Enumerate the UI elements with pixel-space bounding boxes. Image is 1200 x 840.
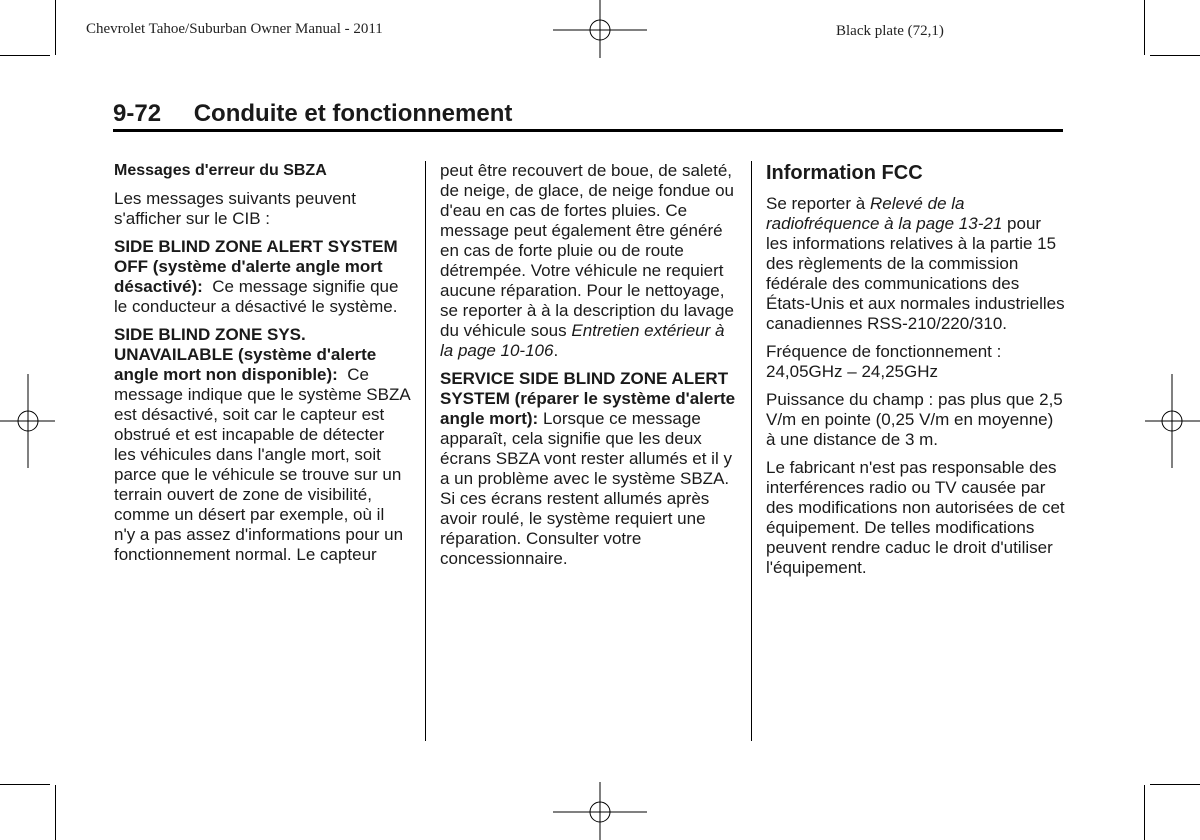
column-divider-1 [425, 161, 426, 741]
crop-mark-bottom-right-h [1150, 784, 1200, 785]
registration-mark-left [0, 374, 60, 468]
section-heading: Information FCC [766, 162, 923, 184]
paragraph-text: Se reporter à [766, 194, 866, 213]
punctuation: . [553, 341, 559, 360]
fcc-paragraph-2: Fréquence de fonctionnement : 24,05GHz – 24,25GHz [766, 342, 1002, 381]
message-entry-3 [440, 369, 736, 569]
message-description: Lorsque ce message apparaît, cela signifie que les deux écrans SBZA vont rester allumés et il y a un problème avec le système SBZA. Si ces écrans restent allumés après avoir roulé, le système requiert une réparation. Consulter votre concessionnaire. [440, 409, 732, 568]
fcc-paragraph-3: Puissance du champ : pas plus que 2,5 V/m en pointe (0,25 V/m en moyenne) à une distance de 3 m. [766, 390, 1063, 449]
page-title [113, 100, 512, 128]
section-title: Conduite et fonctionnement [193, 100, 513, 127]
intro-paragraph: Les messages suivants peuvent s'afficher sur le CIB : [114, 189, 356, 228]
message-label: SIDE BLIND ZONE SYS. UNAVAILABLE (système d'alerte angle mort non disponible): [114, 325, 377, 384]
column-divider-2 [751, 161, 752, 741]
page-number: 9-72 [113, 100, 162, 127]
fcc-paragraph-1 [766, 194, 1066, 334]
crop-mark-top-left-v [55, 0, 56, 55]
paragraph-text: pour les informations relatives à la partie 15 des règlements de la commission fédérale des communications des États-Unis et aux normales industrielles canadiennes RSS-210/220/310. [766, 214, 1065, 333]
continued-paragraph [440, 161, 736, 361]
plate-label: Black plate (72,1) [836, 23, 944, 39]
paragraph-text: peut être recouvert de boue, de saleté, de neige, de glace, de neige fondue ou d'eau en cas de fortes pluies. Ce message peut également être généré en cas de forte pluie ou de route détrempée. Votre véhicule ne requiert aucune réparation. Pour le nettoyage, se reporter à à la description du lavage du véhicule sous [440, 161, 734, 340]
fcc-paragraph-4: Le fabricant n'est pas responsable des interférences radio ou TV causée par des modifications non autorisées de cet équipement. De telles modifications peuvent rendre caduc le droit d'utiliser l'équipement. [766, 458, 1065, 577]
message-entry-2 [114, 325, 410, 565]
registration-mark-right [1142, 374, 1200, 468]
cross-reference-link[interactable]: Entretien extérieur à la page 10-106 [440, 321, 725, 360]
crop-mark-top-right-v [1144, 0, 1145, 55]
crop-mark-top-left-h [0, 55, 50, 56]
registration-mark-top [553, 0, 647, 62]
column-3 [766, 161, 1066, 586]
message-label: SIDE BLIND ZONE ALERT SYSTEM OFF (système d'alerte angle mort désactivé): [114, 237, 398, 296]
title-rule [113, 129, 1063, 132]
registration-mark-bottom [553, 782, 647, 840]
manual-title: Chevrolet Tahoe/Suburban Owner Manual - 2011 [86, 21, 383, 37]
crop-mark-bottom-right-v [1144, 785, 1145, 840]
cross-reference-link[interactable]: Relevé de la radiofréquence à la page 13-21 [766, 194, 1003, 233]
crop-mark-bottom-left-h [0, 784, 50, 785]
message-description: Ce message signifie que le conducteur a désactivé le système. [114, 277, 399, 316]
message-entry-1 [114, 237, 410, 317]
crop-mark-top-right-h [1150, 55, 1200, 56]
message-description: Ce message indique que le système SBZA est désactivé, soit car le capteur est obstrué et est incapable de détecter les véhicules dans l'angle mort, soit parce que le véhicule se trouve sur un terrain ouvert de zone de visibilité, comme un désert par exemple, où il n'y a pas assez d'informations pour un fonctionnement normal. Le capteur [114, 365, 410, 564]
column-1 [114, 161, 410, 573]
crop-mark-bottom-left-v [55, 785, 56, 840]
message-label: SERVICE SIDE BLIND ZONE ALERT SYSTEM (réparer le système d'alerte angle mort): [440, 369, 736, 428]
column-2 [440, 161, 736, 577]
subsection-heading: Messages d'erreur du SBZA [114, 162, 327, 179]
